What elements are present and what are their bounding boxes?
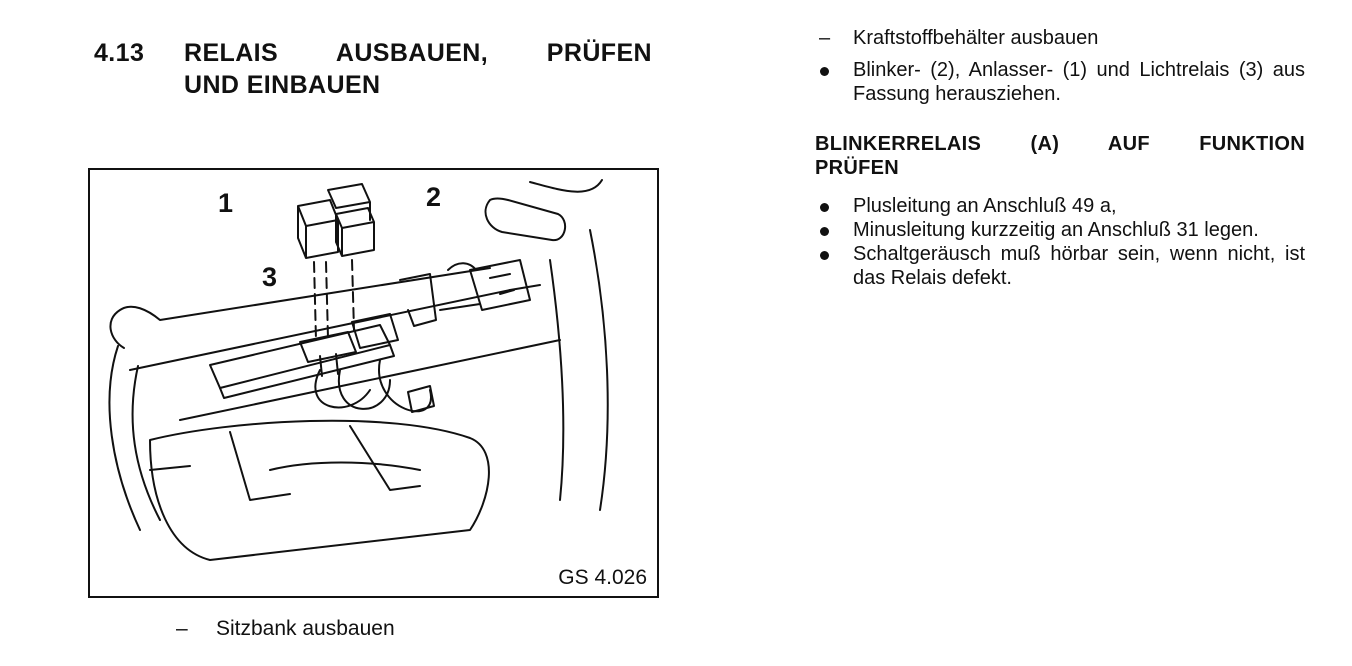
check-step-text: Minusleitung kurzzeitig an Anschluß 31 legen. (853, 219, 1259, 241)
check-step (815, 242, 1305, 290)
callout-2: 2 (426, 182, 442, 212)
check-heading (815, 132, 1305, 180)
frame-curve-right (530, 180, 608, 510)
relay-drawing (90, 170, 659, 598)
check-step (815, 194, 1305, 218)
step-text: Blinker- (2), Anlasser- (1) und Lichtrelais (3) aus Fassung herausziehen. (853, 59, 1305, 105)
relay-3 (336, 208, 374, 256)
frame-curve-left (109, 346, 160, 530)
right-column (815, 26, 1305, 290)
bullet-icon (820, 203, 829, 212)
bullet-icon (820, 67, 829, 76)
callout-1: 1 (218, 188, 234, 218)
section-title-line1: RELAIS AUSBAUEN, PRÜFEN (184, 39, 652, 67)
bullet-icon (820, 227, 829, 236)
bullet-icon (820, 251, 829, 260)
wires (315, 360, 431, 411)
frame-tube-left (110, 268, 490, 348)
bracket-right (470, 260, 530, 310)
frame-tube-right (486, 199, 566, 241)
step-dash: – (819, 27, 831, 49)
relay-illustration (88, 168, 659, 598)
relay-1 (298, 200, 338, 258)
section-title-line2: UND EINBAUEN (184, 71, 381, 99)
step-pull-relays (815, 58, 1305, 106)
relay-2 (328, 184, 370, 220)
check-heading-line2: PRÜFEN (815, 157, 900, 179)
seat-base (150, 421, 489, 560)
bottom-step (176, 616, 395, 642)
step-text: Kraftstoffbehälter ausbauen (853, 27, 1099, 49)
check-heading-line1: BLINKERRELAIS (A) AUF FUNKTION (815, 133, 1305, 155)
step-dash: – (176, 617, 188, 640)
section-number: 4.13 (94, 39, 145, 67)
check-step (815, 218, 1305, 242)
callout-3: 3 (262, 262, 278, 292)
bottom-step-text: Sitzbank ausbauen (216, 617, 395, 640)
step-remove-tank (815, 26, 1305, 50)
check-step-text: Plusleitung an Anschluß 49 a, (853, 195, 1117, 217)
socket-left (300, 332, 356, 376)
check-step-text: Schaltgeräusch muß hörbar sein, wenn nicht, ist das Relais defekt. (853, 243, 1305, 289)
figure-code: GS 4.026 (558, 566, 647, 589)
